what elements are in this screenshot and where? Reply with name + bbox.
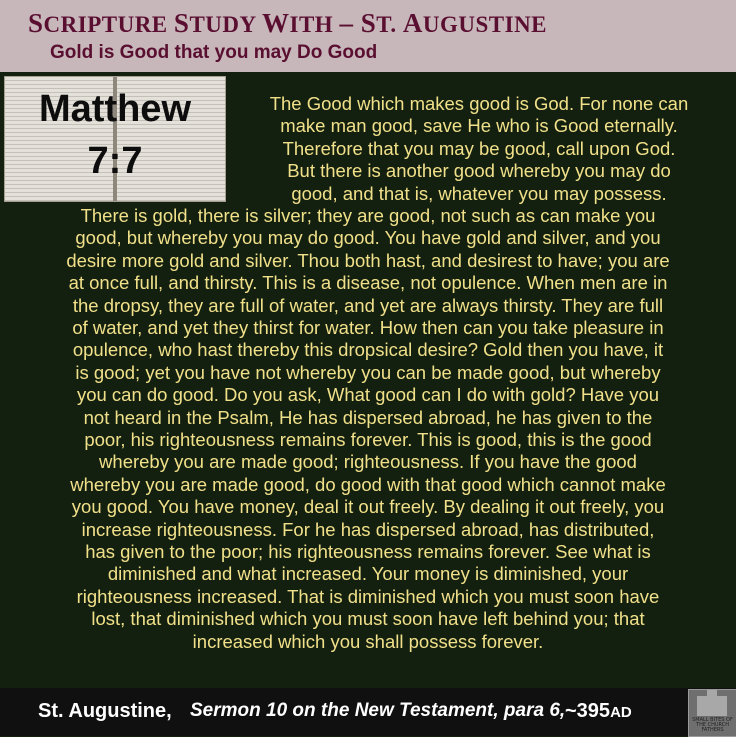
passage-line: at once full, and thirsty. This is a disease, not opulence. When men are in (68, 272, 668, 294)
passage-panel (0, 72, 736, 688)
passage-line: you good. You have money, deal it out freely. By dealing it out freely, you (71, 496, 665, 518)
passage-line: There is gold, there is silver; they are good, not such as can make you (80, 205, 656, 226)
passage-line: is good; yet you have not whereby you can be made good, but whereby (75, 361, 661, 383)
logo-text: SMALL BITES OF THE CHURCH FATHERS (692, 717, 733, 733)
citation-work: Sermon 10 on the New Testament, para 6, (190, 700, 566, 721)
page-title (28, 8, 547, 39)
citation-date-year: ~395 (565, 700, 611, 722)
passage-line: good, and that is, whatever you may possess. (291, 182, 667, 204)
scripture-reference-card (4, 76, 226, 202)
scripture-reference (5, 83, 225, 187)
passage-line: of water, and yet they thirst for water. How then can you take pleasure in (72, 317, 664, 338)
passage-line: make man good, save He who is Good eternally. (280, 115, 678, 137)
title-cap: A (402, 8, 423, 38)
passage-line: poor, his righteousness remains forever. This is good, this is the good (84, 429, 652, 450)
page-subtitle: Gold is Good that you may Do Good (50, 42, 378, 63)
citation-date-era: AD (610, 704, 632, 721)
title-cap: W (262, 8, 290, 38)
passage-line: The Good which makes good is God. For none can (269, 93, 689, 114)
title-rest: T. (376, 12, 403, 37)
passage-line: desire more gold and silver. Thou both hast, and desirest to have; you are (66, 249, 670, 271)
citation-footer (0, 688, 736, 736)
citation-date (565, 700, 632, 723)
passage-line: increase righteousness. For he has dispersed abroad, has distributed, (81, 518, 655, 540)
reference-book: Matthew (39, 88, 191, 130)
header-banner (0, 0, 736, 72)
title-rest: CRIPTURE (43, 12, 174, 37)
passage-line: whereby you are made good; righteousness. If you have the good (99, 451, 637, 473)
title-rest: UGUSTINE (422, 12, 548, 37)
title-rest: ITH (289, 12, 340, 37)
title-rest: TUDY (189, 12, 263, 37)
passage-line: you can do good. Do you ask, What good can I do with gold? Have you (76, 384, 660, 406)
citation-author: St. Augustine, (38, 700, 172, 722)
passage-line: has given to the poor; his righteousness remains forever. See what is (85, 541, 651, 562)
passage-line: whereby you are made good, do good with that good which cannot make (70, 473, 666, 495)
church-building-icon (697, 696, 727, 716)
title-cap: – S (339, 8, 377, 38)
title-cap: S (173, 8, 190, 38)
passage-line: lost, that diminished which you must soon have left behind you; that (91, 608, 645, 630)
passage-line: increased which you shall possess forever. (192, 630, 544, 652)
passage-line: opulence, who hast thereby this dropsical desire? Gold then you have, it (72, 339, 664, 361)
passage-line: But there is another good whereby you may do (287, 160, 671, 182)
publisher-logo (688, 689, 736, 737)
passage-line: Therefore that you may be good, call upon God. (282, 137, 676, 159)
passage-line: righteousness increased. That is diminished which you must soon have (76, 585, 660, 607)
passage-line: not heard in the Psalm, He has dispersed abroad, he has given to the (83, 406, 653, 428)
title-cap: S (28, 8, 44, 38)
passage-line: diminished and what increased. Your money is diminished, your (107, 563, 629, 585)
passage-line: good, but whereby you may do good. You have gold and silver, and you (75, 227, 661, 249)
reference-verse: 7:7 (87, 140, 143, 182)
passage-line: the dropsy, they are full of water, and yet are always thirsty. They are full (72, 294, 664, 316)
